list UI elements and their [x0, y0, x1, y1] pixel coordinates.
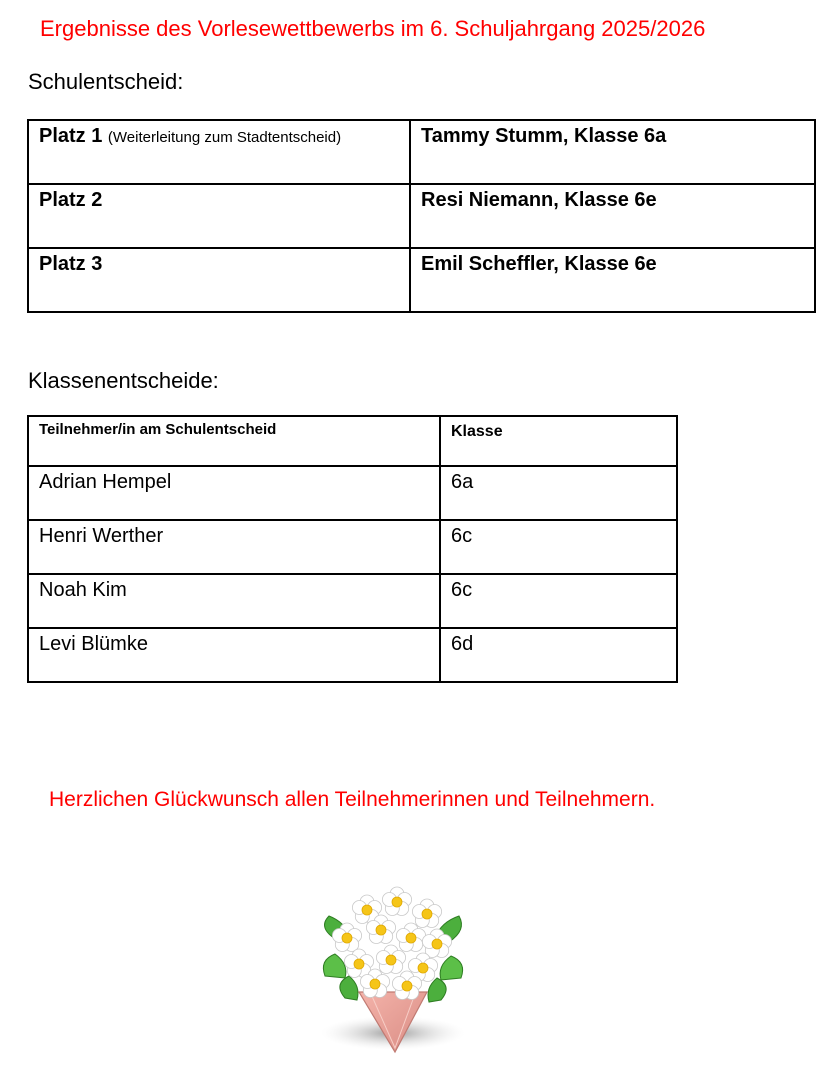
participant-class: 6a: [440, 466, 677, 520]
place-cell: [28, 248, 410, 312]
table-row: [28, 466, 677, 520]
participant-class: 6c: [440, 574, 677, 628]
congratulations-message: Herzlichen Glückwunsch allen Teilnehmerinnen und Teilnehmern.: [49, 788, 656, 811]
table-row: [28, 120, 815, 184]
column-header-class: Klasse: [440, 416, 677, 466]
flower-bouquet-icon: [315, 880, 470, 1060]
forwarding-note: (Weiterleitung zum Stadtentscheid): [107, 129, 342, 146]
participant-name: Adrian Hempel: [28, 466, 440, 520]
participant-name: Henri Werther: [28, 520, 440, 574]
winner-cell: Tammy Stumm, Klasse 6a: [410, 120, 815, 184]
place-label: Platz 3: [39, 253, 103, 275]
column-header-participant: Teilnehmer/in am Schulentscheid: [28, 416, 440, 466]
participant-class: 6c: [440, 520, 677, 574]
table-row: [28, 248, 815, 312]
klassenentscheide-heading: Klassenentscheide:: [28, 368, 219, 393]
place-label: Platz 1: [39, 125, 103, 147]
winner-cell: Resi Niemann, Klasse 6e: [410, 184, 815, 248]
table-row: [28, 184, 815, 248]
participant-name: Noah Kim: [28, 574, 440, 628]
table-header-row: [28, 416, 677, 466]
participant-class: 6d: [440, 628, 677, 682]
place-cell: [28, 120, 410, 184]
page-title: Ergebnisse des Vorlesewettbewerbs im 6. Schuljahrgang 2025/2026: [40, 16, 706, 41]
place-cell: [28, 184, 410, 248]
winner-cell: Emil Scheffler, Klasse 6e: [410, 248, 815, 312]
table-row: [28, 520, 677, 574]
klassenentscheide-table: [27, 415, 678, 683]
schulentscheid-table: [27, 119, 816, 313]
table-row: [28, 574, 677, 628]
table-row: [28, 628, 677, 682]
participant-name: Levi Blümke: [28, 628, 440, 682]
place-label: Platz 2: [39, 189, 103, 211]
schulentscheid-heading: Schulentscheid:: [28, 69, 184, 94]
